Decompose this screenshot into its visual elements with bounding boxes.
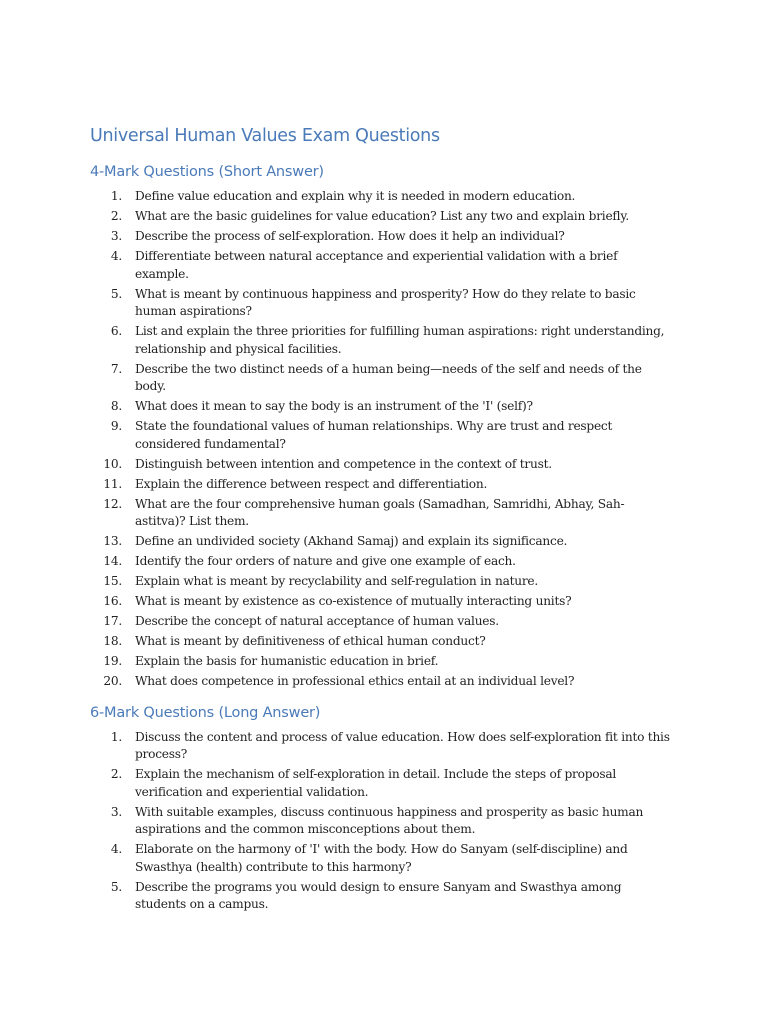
question-item bbox=[90, 456, 680, 474]
question-text: What is meant by existence as co-existence of mutually interacting units? bbox=[135, 594, 572, 608]
question-number: 12. bbox=[103, 496, 122, 511]
question-text: Describe the two distinct needs of a human being—needs of the self and needs of the body. bbox=[135, 361, 642, 393]
document-title: Universal Human Values Exam Questions bbox=[90, 126, 440, 146]
question-text: Explain the mechanism of self-exploration in detail. Include the steps of proposal verification and experiential validation. bbox=[135, 767, 617, 799]
question-text: Describe the process of self-exploration. How does it help an individual? bbox=[135, 229, 565, 243]
question-number: 5. bbox=[110, 286, 122, 301]
question-item bbox=[90, 766, 680, 801]
question-number: 1. bbox=[110, 729, 122, 744]
question-number: 8. bbox=[110, 399, 122, 413]
question-item bbox=[90, 398, 680, 416]
question-number: 10. bbox=[103, 456, 122, 471]
document-content bbox=[90, 124, 680, 916]
question-item bbox=[90, 228, 680, 246]
question-text: Elaborate on the harmony of 'I' with the body. How do Sanyam (self-discipline) and Swasthya (health) contribute to this harmony? bbox=[135, 842, 628, 874]
question-item bbox=[90, 729, 680, 764]
question-text: With suitable examples, discuss continuous happiness and prosperity as basic human aspirations and the common misconceptions about them. bbox=[135, 804, 644, 836]
question-item bbox=[90, 804, 680, 839]
question-item bbox=[90, 496, 680, 531]
question-number: 4. bbox=[110, 842, 122, 856]
question-number: 6. bbox=[110, 324, 122, 338]
question-number: 19. bbox=[103, 654, 122, 668]
question-text: Describe the concept of natural acceptance of human values. bbox=[135, 614, 499, 628]
question-text: What are the basic guidelines for value education? List any two and explain briefly. bbox=[135, 209, 629, 223]
question-number: 7. bbox=[110, 361, 122, 376]
question-number: 2. bbox=[110, 767, 122, 781]
question-text: Define value education and explain why it is needed in modern education. bbox=[135, 189, 576, 203]
question-number: 16. bbox=[103, 594, 122, 608]
question-text: List and explain the three priorities for fulfilling human aspirations: right understanding, relationship and physical facilities. bbox=[135, 324, 665, 356]
question-item bbox=[90, 673, 680, 691]
question-number: 11. bbox=[103, 476, 122, 491]
question-text: Differentiate between natural acceptance and experiential validation with a brief example. bbox=[135, 249, 618, 281]
question-text: Distinguish between intention and competence in the context of trust. bbox=[135, 456, 552, 471]
question-number: 4. bbox=[110, 249, 122, 263]
question-item bbox=[90, 361, 680, 396]
question-text: Describe the programs you would design to ensure Sanyam and Swasthya among students on a campus. bbox=[135, 879, 622, 911]
section-heading-4-mark: 4-Mark Questions (Short Answer) bbox=[90, 164, 324, 180]
question-text: Discuss the content and process of value education. How does self-exploration fit into this process? bbox=[135, 729, 670, 761]
question-number: 14. bbox=[103, 554, 122, 568]
question-number: 17. bbox=[103, 614, 122, 628]
question-item bbox=[90, 593, 680, 611]
question-text: State the foundational values of human relationships. Why are trust and respect considered fundamental? bbox=[135, 419, 613, 451]
question-item bbox=[90, 573, 680, 591]
question-number: 2. bbox=[110, 209, 122, 223]
question-text: What does competence in professional ethics entail at an individual level? bbox=[135, 674, 575, 688]
question-item bbox=[90, 653, 680, 671]
question-number: 3. bbox=[110, 804, 122, 819]
question-text: Explain what is meant by recyclability and self-regulation in nature. bbox=[135, 574, 539, 588]
question-item bbox=[90, 553, 680, 571]
question-item bbox=[90, 613, 680, 631]
question-text: Explain the difference between respect and differentiation. bbox=[135, 476, 488, 491]
question-number: 18. bbox=[103, 634, 122, 648]
question-list-4-mark bbox=[90, 188, 680, 691]
question-item bbox=[90, 208, 680, 226]
question-item bbox=[90, 323, 680, 358]
question-item bbox=[90, 286, 680, 321]
question-item bbox=[90, 248, 680, 283]
question-number: 3. bbox=[110, 229, 122, 243]
question-item bbox=[90, 633, 680, 651]
question-text: What does it mean to say the body is an instrument of the 'I' (self)? bbox=[135, 399, 533, 413]
question-item bbox=[90, 188, 680, 206]
question-item bbox=[90, 841, 680, 876]
question-text: Explain the basis for humanistic education in brief. bbox=[135, 654, 439, 668]
question-number: 5. bbox=[110, 879, 122, 894]
question-item bbox=[90, 476, 680, 494]
question-number: 1. bbox=[110, 189, 122, 203]
question-item bbox=[90, 879, 680, 914]
question-text: Define an undivided society (Akhand Samaj) and explain its significance. bbox=[135, 534, 568, 548]
question-item bbox=[90, 418, 680, 453]
question-text: What is meant by continuous happiness and prosperity? How do they relate to basic human aspirations? bbox=[135, 286, 636, 318]
question-text: Identify the four orders of nature and give one example of each. bbox=[135, 554, 516, 568]
question-text: What are the four comprehensive human goals (Samadhan, Samridhi, Abhay, Sah-astitva)? List them. bbox=[135, 496, 625, 528]
question-list-6-mark bbox=[90, 729, 680, 914]
question-number: 13. bbox=[103, 534, 122, 548]
question-number: 15. bbox=[103, 574, 122, 588]
question-item bbox=[90, 533, 680, 551]
question-number: 20. bbox=[103, 674, 122, 688]
question-text: What is meant by definitiveness of ethical human conduct? bbox=[135, 634, 486, 648]
section-heading-6-mark: 6-Mark Questions (Long Answer) bbox=[90, 704, 321, 721]
question-number: 9. bbox=[110, 419, 122, 433]
